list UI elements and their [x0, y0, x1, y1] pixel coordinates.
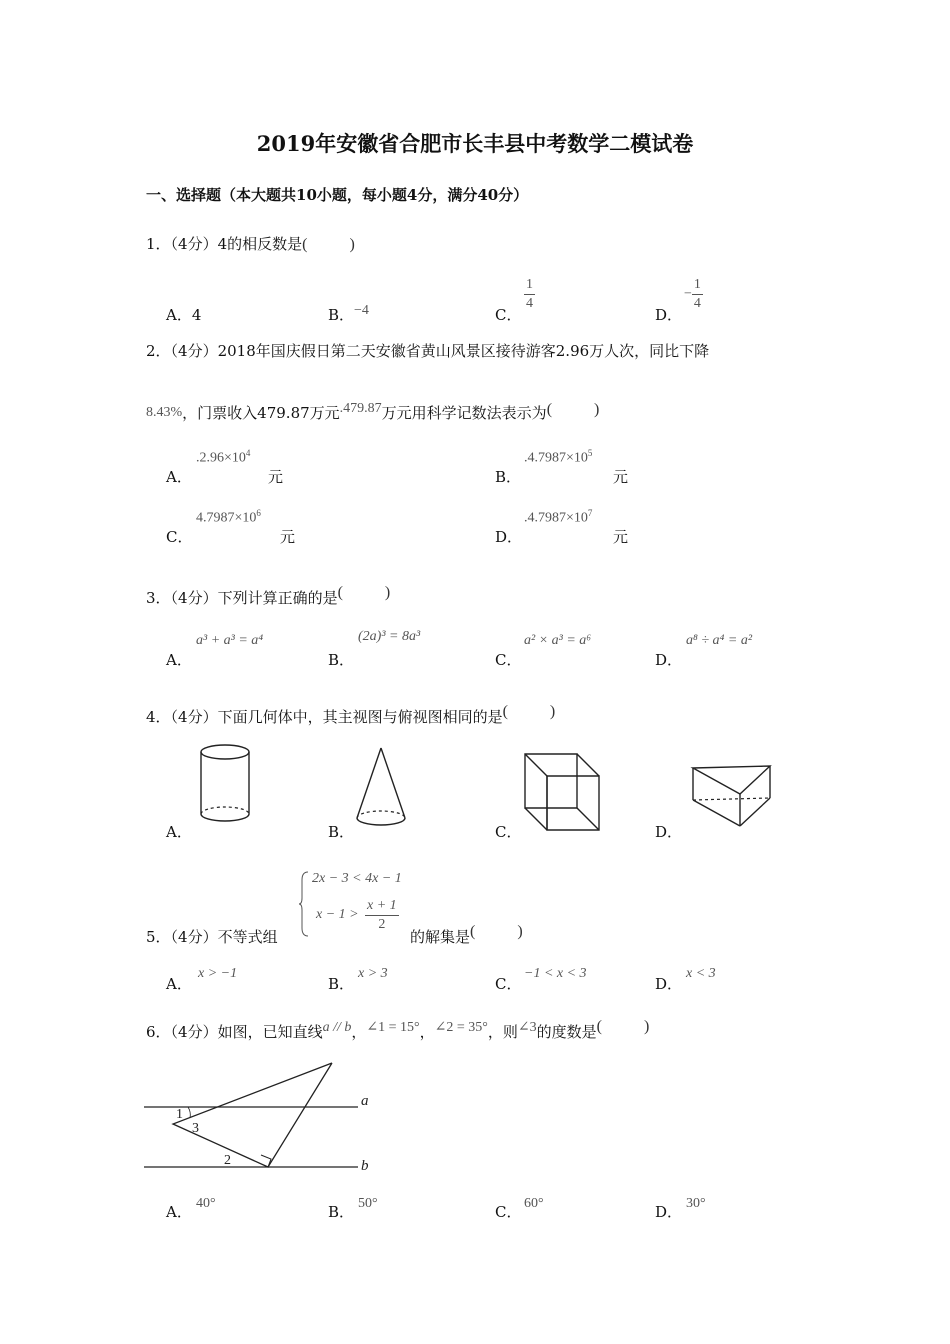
parallel-lines-figure	[140, 1058, 380, 1178]
q6-option-d-value: 30°	[686, 1196, 706, 1211]
q5-option-c-value: −1 < x < 3	[524, 966, 587, 981]
label-line-a: a	[361, 1093, 369, 1109]
question-6: 6．（4分）如图，已知直线a // b，∠1 = 15°，∠2 = 35°，则∠3的度数是( )	[146, 1018, 650, 1041]
q2-option-a-label: A．	[166, 468, 192, 486]
q4-option-b-label: B．	[328, 823, 355, 841]
q3-option-d-value: a⁸ ÷ a⁴ = a²	[686, 633, 753, 648]
q6-option-a-label: A．	[166, 1203, 192, 1221]
question-2-line-1: 2．（4分）2018年国庆假日第二天安徽省黄山风景区接待游客2.96万人次，同比下降	[146, 342, 710, 360]
q3-option-b-label: B．	[328, 651, 355, 669]
q2-option-d-label: D．	[495, 528, 523, 546]
label-angle-1: 1	[176, 1107, 183, 1122]
q2-option-c-label: C．	[166, 528, 193, 546]
q2-option-b-label: B．	[495, 468, 522, 486]
q2-option-c-unit: 元	[280, 528, 296, 546]
q5-option-c-label: C．	[495, 975, 522, 993]
q1-option-d-fraction: − $\frac{1}{4}$	[684, 277, 701, 311]
left-brace	[298, 870, 310, 938]
triangular-prism-figure	[688, 758, 774, 828]
q1-option-d-label: D．	[655, 306, 683, 324]
q6-option-d-label: D．	[655, 1203, 683, 1221]
question-1-text: 1．（4分）4的相反数是	[146, 235, 303, 253]
q3-option-b-value: (2a)³ = 8a³	[358, 629, 421, 644]
q2-option-c-value: $4.7987\times 10^6$	[196, 508, 261, 526]
q2-option-a-value: $.2.96\times 10^4$	[196, 448, 251, 466]
q2-option-d-unit: 元	[613, 528, 629, 546]
q1-option-c-fraction: $\frac{1}{4}$	[526, 277, 533, 311]
cylinder-figure	[196, 742, 256, 828]
q6-option-b-value: 50°	[358, 1196, 378, 1211]
q3-option-c-label: C．	[495, 651, 522, 669]
q3-option-d-label: D．	[655, 651, 683, 669]
question-4: 4．（4分）下面几何体中，其主视图与俯视图相同的是( )	[146, 703, 556, 726]
question-1	[146, 233, 355, 254]
q1-option-c-label: C．	[495, 306, 522, 324]
q4-option-a-label: A．	[166, 823, 192, 841]
answer-paren-close: )	[349, 236, 355, 253]
q6-option-c-value: 60°	[524, 1196, 544, 1211]
q5-inequality-2-fraction: $\frac{x + 1}{2}$	[367, 898, 397, 932]
q3-option-c-value: a² × a³ = a⁶	[524, 633, 592, 648]
question-2-line-2: 8.43%，门票收入479.87万元.479.87万元用科学记数法表示为( )	[146, 401, 600, 422]
label-angle-3: 3	[192, 1121, 199, 1136]
cone-figure	[352, 744, 412, 830]
q6-option-a-value: 40°	[196, 1196, 216, 1211]
q5-option-a-value: x > −1	[198, 966, 238, 981]
q2-option-b-value: $.4.7987\times 10^5$	[524, 448, 593, 466]
question-3: 3．（4分）下列计算正确的是( )	[146, 584, 391, 607]
answer-paren-open: (	[302, 236, 308, 253]
cube-figure	[520, 746, 606, 832]
q4-option-d-label: D．	[655, 823, 683, 841]
q2-option-d-value: $.4.7987\times 10^7$	[524, 508, 593, 526]
q1-option-a: A．4	[166, 306, 202, 324]
q5-option-d-label: D．	[655, 975, 683, 993]
q5-option-d-value: x < 3	[686, 966, 716, 981]
page-title: 2019年安徽省合肥市长丰县中考数学二模试卷	[256, 131, 694, 156]
q5-inequality-1: 2x − 3 < 4x − 1	[312, 871, 402, 886]
q4-option-c-label: C．	[495, 823, 522, 841]
q2-option-a-unit: 元	[268, 468, 284, 486]
q5-inequality-2-left: x − 1 >	[316, 907, 359, 922]
label-line-b: b	[361, 1158, 369, 1174]
q3-option-a-label: A．	[166, 651, 192, 669]
q5-option-b-label: B．	[328, 975, 355, 993]
q3-option-a-value: a³ + a³ = a⁴	[196, 633, 264, 648]
q6-option-b-label: B．	[328, 1203, 355, 1221]
q5-option-b-value: x > 3	[358, 966, 388, 981]
q6-option-c-label: C．	[495, 1203, 522, 1221]
q5-option-a-label: A．	[166, 975, 192, 993]
label-angle-2: 2	[224, 1153, 231, 1168]
section-heading: 一、选择题（本大题共10小题，每小题4分，满分40分）	[146, 186, 529, 204]
q2-option-b-unit: 元	[613, 468, 629, 486]
question-5-tail: 的解集是( )	[410, 923, 523, 946]
q1-option-b: B．−4	[328, 303, 369, 324]
question-5-text: 5．（4分）不等式组	[146, 928, 278, 946]
